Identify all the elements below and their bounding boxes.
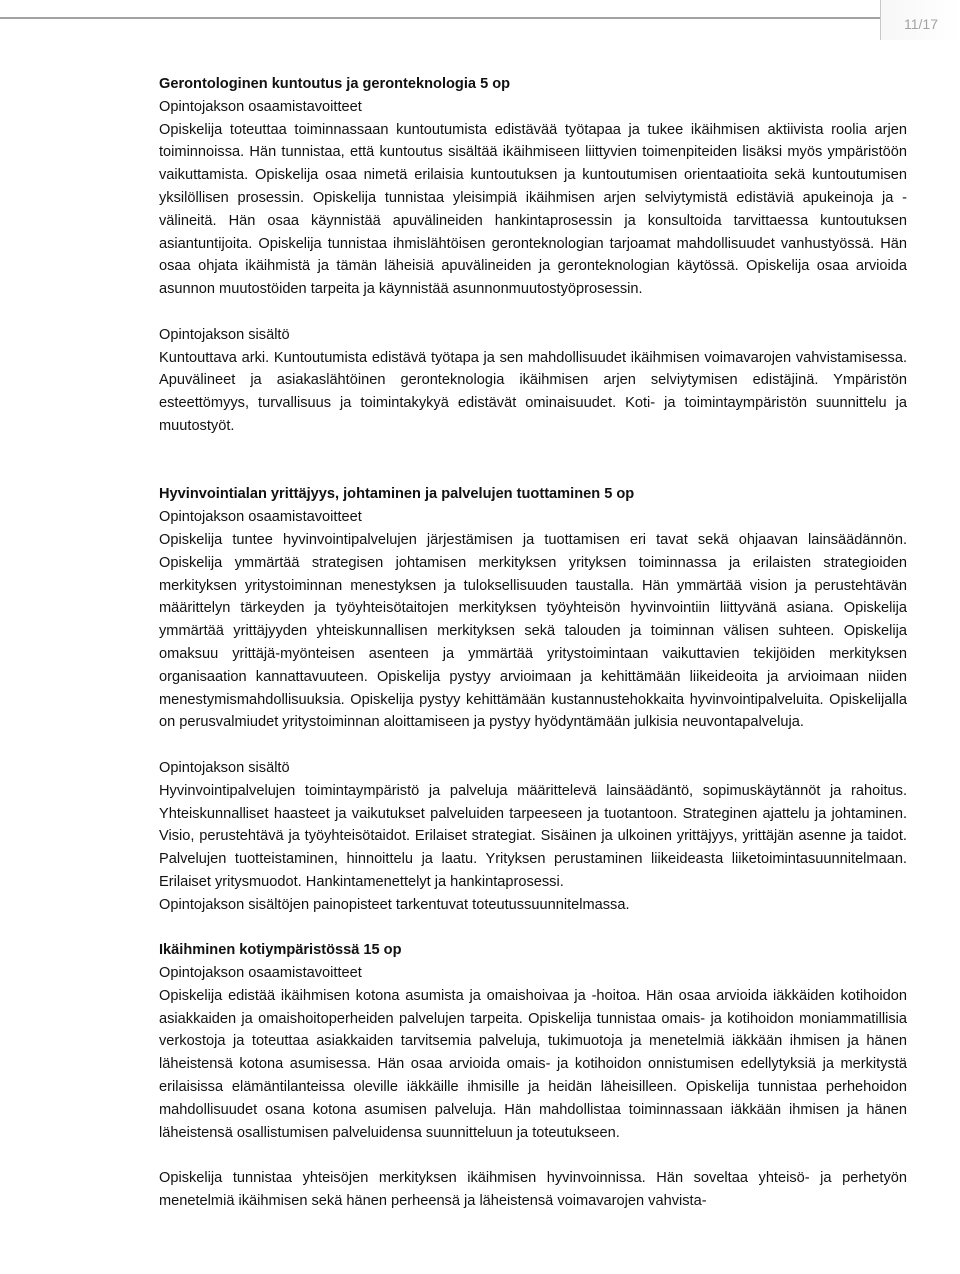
content-text: Hyvinvointipalvelujen toimintaympäristö ja palveluja määrittelevä lainsäädäntö, sopimuskäytännöt ja rahoitus. Yhteiskunnalliset haasteet ja vaikutukset palveluiden tarpeeseen ja tuotantoon. Strateginen ajattelu ja johtaminen. Visio, perustehtävä ja työyhteisötaidot. Erilaiset strategiat. Sisäinen ja ulkoinen yrittäjyys, yrittäjän asenne ja taidot. Palvelujen tuotteistaminen, hinnoittelu ja laatu. Yrityksen perustaminen liikeideasta liiketoimintasuunnitelmaan. Erilaiset yritysmuodot. Hankintamenettelyt ja hankintaprosessi. <box>159 782 907 890</box>
paragraph-gap <box>159 734 907 757</box>
section-title: Gerontologinen kuntoutus ja geronteknologia 5 op <box>159 76 511 92</box>
section-title: Hyvinvointialan yrittäjyys, johtaminen ja palvelujen tuottaminen 5 op <box>159 486 635 503</box>
content-note: Opintojakson sisältöjen painopisteet tarkentuvat toteutussuunnitelmassa. <box>159 896 630 913</box>
content-heading: Opintojakson sisältö <box>159 326 290 343</box>
goals-heading: Opintojakson osaamistavoitteet <box>159 98 362 115</box>
paragraph-gap <box>159 1144 907 1167</box>
goals-text: Opiskelija toteuttaa toiminnassaan kuntoutumista edistävää työtapaa ja tukee ikäihmisen aktiivista roolia arjen toiminnoissa. Hän tunnistaa, että kuntoutus sisältää ikäihmiseen liittyvien toimenpiteiden lisäksi myös ympäristöön vaikuttamista. Opiskelija osaa nimetä erilaisia kuntoutuksen ja kuntoutumisen orientaatioita sekä kuntoutumisen yksilöllisen prosessin. Opiskelija tunnistaa yleisimpiä ikäihmisen arjen selviytymistä edistäviä apukeinoja ja -välineitä. Hän osaa käynnistää apuvälineiden hankintaprosessin ja konsultoida tarvittaessa kuntoutuksen asiantuntijoita. Opiskelija tunnistaa ihmislähtöisen geronteknologian tarjoamat mahdollisuudet vanhustyössä. Hän osaa ohjata ikäihmistä ja tämän läheisiä apuvälineiden ja geronteknologian käytössä. Opiskelija osaa arvioida asunnon muutostöiden tarpeita ja käynnistää asunnonmuutostyöprosessin. <box>159 121 907 298</box>
goals-text: Opiskelija tuntee hyvinvointipalvelujen järjestämisen ja tuottamisen eri tavat sekä ohjaavan lainsäädännön. Opiskelija ymmärtää strategisen johtamisen merkityksen yrityksen toiminnassa ja erilaisten strategioiden merkityksen yritystoiminnan menestyksen ja tuloksellisuuden taustalla. Hän ymmärtää vision ja perustehtävän määrittelyn tärkeyden ja työyhteisötaitojen merkityksen työyhteisön hyvinvointiin liittyvänä asiana. Opiskelija ymmärtää yrittäjyyden yhteiskunnallisen merkityksen sekä talouden ja toiminnan välisen suhteen. Opiskelija omaksuu yrittäjä-myönteisen asenteen ja ymmärtää yritystoimintaan vaikuttavien tekijöiden merkityksen organisaation kannattavuuteen. Opiskelija pystyy arvioimaan ja kehittämään liikeideoita ja arvioimaan niiden menestymismahdollisuuksia. Opiskelija pystyy kehittämään kustannustehokkaita hyvinvointipalveluita. Opiskelijalla on perusvalmiudet yritystoiminnan aloittamiseen ja pystyy hyödyntämään julkisia neuvontapalveluja. <box>159 531 907 731</box>
document-body <box>159 73 907 1213</box>
goals-text: Opiskelija edistää ikäihmisen kotona asumista ja omaishoivaa ja -hoitoa. Hän osaa arvioida iäkkäiden kotihoidon asiakkaiden ja omaishoitoperheiden palvelujen tarpeita. Opiskelija tunnistaa omais- ja kotihoidon moniammatillisia verkostoja ja toteuttaa asiakkaiden tarvitsemia palveluja, tukimuotoja ja menetelmiä iäkkään ihmisen ja hänen läheistensä kotona asumisessa. Hän osaa arvioida omais- ja kotihoidon onnistumisen edellytyksiä ja merkitystä erilaisissa elämäntilanteissa oleville iäkkäille ihmisille ja heidän läheisilleen. Opiskelija tunnistaa perhehoidon mahdollisuudet osana kotona asumisen palveluja. Hän mahdollistaa toiminnassaan iäkkään ihmisen ja hänen läheistensä osallistumisen palveluidensa suunnitteluun ja toteutukseen. <box>159 987 907 1141</box>
paragraph-gap <box>159 916 907 939</box>
header-rule <box>0 17 880 19</box>
paragraph-gap <box>159 438 907 461</box>
page-number: 11/17 <box>904 16 938 32</box>
extra-text: Opiskelija tunnistaa yhteisöjen merkityksen ikäihmisen hyvinvoinnissa. Hän soveltaa yhteisö- ja perhetyön menetelmiä ikäihmisen sekä hänen perheensä ja läheistensä voimavarojen vahvista- <box>159 1170 907 1210</box>
content-heading: Opintojakson sisältö <box>159 759 290 776</box>
section-title: Ikäihminen kotiympäristössä 15 op <box>159 942 402 959</box>
goals-heading: Opintojakson osaamistavoitteet <box>159 965 362 982</box>
goals-heading: Opintojakson osaamistavoitteet <box>159 509 362 526</box>
content-text: Kuntouttava arki. Kuntoutumista edistävä työtapa ja sen mahdollisuudet ikäihmisen voimavarojen vahvistamisessa. Apuvälineet ja asiakaslähtöinen geronteknologia ikäihmisen arjen selviytymisen edistäjinä. Ympäristön esteettömyys, turvallisuus ja toimintakykyä edistävät ominaisuudet. Koti- ja toimintaympäristön suunnittelu ja muutostyöt. <box>159 349 907 434</box>
paragraph-gap <box>159 301 907 324</box>
paragraph-gap <box>159 461 907 484</box>
